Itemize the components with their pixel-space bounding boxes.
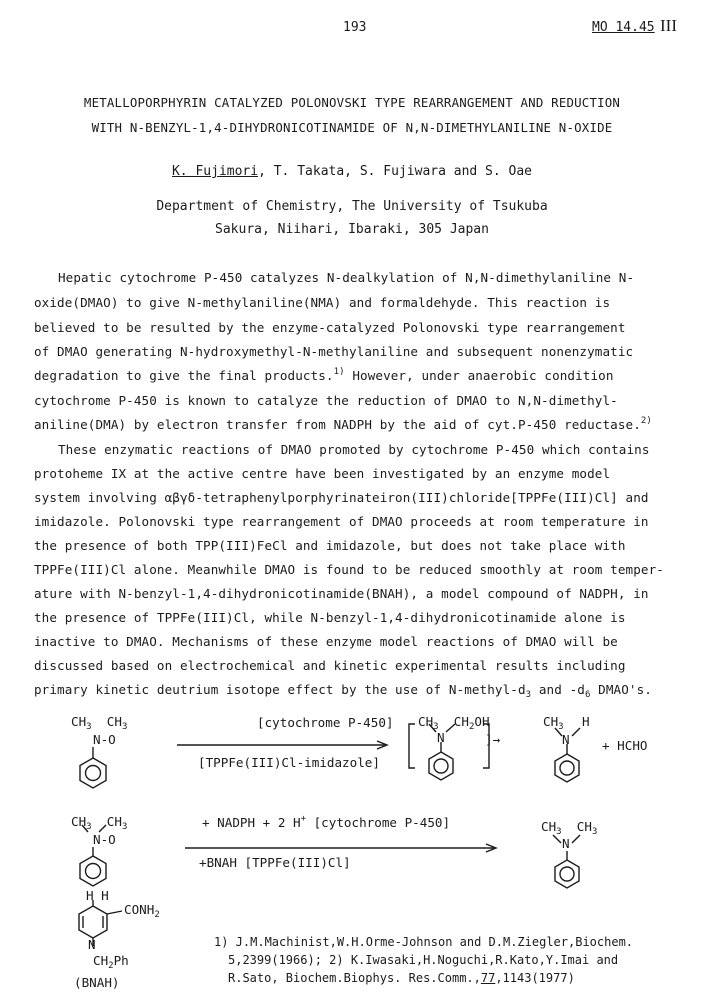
p1-line-3: believed to be resulted by the enzyme-catalyzed Polonovski type rearrangement (34, 320, 626, 335)
dma-benzene-ring (555, 860, 579, 888)
volume-roman: III (660, 16, 677, 35)
p1-line-4: of DMAO generating N-hydroxymethyl-N-methylaniline and subsequent nonenzymatic (34, 344, 634, 359)
bnah-conh2-bond (107, 911, 122, 914)
bnah-hydrogens: H H (86, 888, 109, 903)
dmao-1-methyl-groups: $CH_3$ $CH_3$ (71, 714, 128, 732)
p1-line-5-tail: However, under anaerobic condition (344, 368, 614, 383)
intermediate-arrow: ]→ (485, 732, 501, 747)
p1-line-7-text: aniline(DMA) by electron transfer from NADPH by the aid of cyt.P-450 reductase. (34, 417, 641, 432)
nma-n: N (562, 732, 570, 747)
p2-sub-3: 3 (525, 690, 532, 700)
footnote-1-marker: 1) (333, 367, 345, 377)
title-line-1: METALLOPORPHYRIN CATALYZED POLONOVSKI TYPE REARRANGEMENT AND REDUCTION (83, 95, 621, 110)
affiliation-line-1: Department of Chemistry, The University of Tsukuba (156, 199, 548, 214)
p2-line-7: ature with N-benzyl-1,4-dihydronicotinamide(BNAH), a model compound of NADPH, in (34, 586, 649, 601)
dmao-2-n-oxide: N-O (93, 832, 116, 847)
dma-bond-right (572, 835, 580, 843)
p1-line-6: cytochrome P-450 is known to catalyze the reduction of DMAO to N,N-dimethyl- (34, 393, 618, 408)
p2-line-11-b: and -d (531, 682, 585, 697)
dmao-ring-1-aromatic (86, 766, 101, 781)
hcho-byproduct: + HCHO (602, 738, 648, 753)
intermediate-ring-aromatic (434, 759, 448, 773)
nma-benzene-ring (555, 754, 579, 782)
dma-n: N (562, 836, 570, 851)
intermediate-substituents: $CH_3$ $CH_2OH$ (418, 714, 490, 732)
reference-line-2: 5,2399(1966); 2) K.Iwasaki,H.Noguchi,R.Kato,Y.Imai and (228, 953, 619, 967)
affiliation-line-2: Sakura, Niihari, Ibaraki, 305 Japan (215, 222, 489, 237)
dmao-1-n-oxide: N-O (93, 732, 116, 747)
first-author: K. Fujimori (171, 164, 259, 179)
reference-line-1: 1) J.M.Machinist,W.H.Orme-Johnson and D.M.Ziegler,Biochem. (214, 935, 634, 949)
p2-line-1: These enzymatic reactions of DMAO promoted by cytochrome P-450 which contains (58, 442, 650, 457)
bnah-n: N (88, 937, 96, 952)
p1-line-5-text: degradation to give the final products. (34, 368, 334, 383)
intermediate-left-bracket (409, 724, 415, 768)
p1-line-2: oxide(DMAO) to give N-methylaniline(NMA) and formaldehyde. This reaction is (34, 295, 611, 310)
reference-line-3: R.Sato, Biochem.Biophys. Res.Comm.,77,1143(1977) (228, 971, 575, 985)
nma-bond-right (572, 728, 580, 736)
reference-code: MO 14.45 (592, 20, 655, 35)
p2-line-10: discussed based on electrochemical and kinetic experimental results including (34, 658, 626, 673)
dma-ring-aromatic (560, 867, 574, 881)
intermediate-n: N (437, 730, 445, 745)
p2-line-4: imidazole. Polonovski type rearrangement of DMAO proceeds at room temperature in (34, 514, 649, 529)
p2-sub-6: 6 (584, 690, 591, 700)
nma-ring-aromatic (560, 761, 574, 775)
dmao-benzene-ring-1 (80, 758, 106, 788)
p2-line-11-a: primary kinetic deutrium isotope effect by the use of N-methyl-d (34, 682, 526, 697)
other-authors: , T. Takata, S. Fujiwara and S. Oae (258, 164, 533, 179)
p2-line-8: the presence of TPPFe(III)Cl, while N-benzyl-1,4-dihydronicotinamide alone is (34, 610, 626, 625)
reference-volume: 77 (480, 971, 496, 985)
intermediate-benzene-ring (429, 752, 453, 780)
p2-line-5: the presence of both TPP(III)FeCl and imidazole, but does not take place with (34, 538, 626, 553)
title-line-2: WITH N-BENZYL-1,4-DIHYDRONICOTINAMIDE OF N,N-DIMETHYLANILINE N-OXIDE (91, 120, 613, 135)
bnah-benzyl: $CH_2Ph$ (93, 953, 129, 971)
bnah-conh2: $CONH_2$ (124, 902, 160, 920)
bnah-label: (BNAH) (74, 975, 120, 990)
p1-line-1: Hepatic cytochrome P-450 catalyzes N-dealkylation of N,N-dimethylaniline N- (58, 270, 635, 285)
page-number: 193 (343, 20, 367, 35)
scheme-1-catalyst-model: [TPPFe(III)Cl-imidazole] (198, 755, 380, 770)
nma-hydrogen: H (582, 714, 590, 729)
p2-line-9: inactive to DMAO. Mechanisms of these enzyme model reactions of DMAO will be (34, 634, 618, 649)
dma-methyl-groups: $CH_3$ $CH_3$ (541, 819, 598, 837)
nma-methyl: $CH_3$ (543, 714, 564, 732)
p2-line-2: protoheme IX at the active centre have been investigated by an enzyme model (34, 466, 611, 481)
p2-line-3: system involving αβγδ-tetraphenylporphyrinateiron(III)chloride[TPPFe(III)Cl] and (34, 490, 649, 505)
scheme-1-catalyst-enzyme: [cytochrome P-450] (257, 715, 394, 730)
scheme-2-reagents-model: +BNAH [TPPFe(III)Cl] (199, 855, 351, 870)
dmao-2-methyl-groups: $CH_3$ $CH_3$ (71, 814, 128, 832)
dmao-benzene-ring-2 (80, 856, 106, 886)
p2-line-11-c: DMAO's. (590, 682, 652, 697)
dmao-ring-2-aromatic (86, 864, 101, 879)
p2-line-6: TPPFe(III)Cl alone. Meanwhile DMAO is found to be reduced smoothly at room temper- (34, 562, 664, 577)
footnote-2-marker: 2) (640, 416, 652, 426)
scheme-2-reagents-enzyme: + NADPH + 2 H+ [cytochrome P-450] (202, 814, 451, 830)
